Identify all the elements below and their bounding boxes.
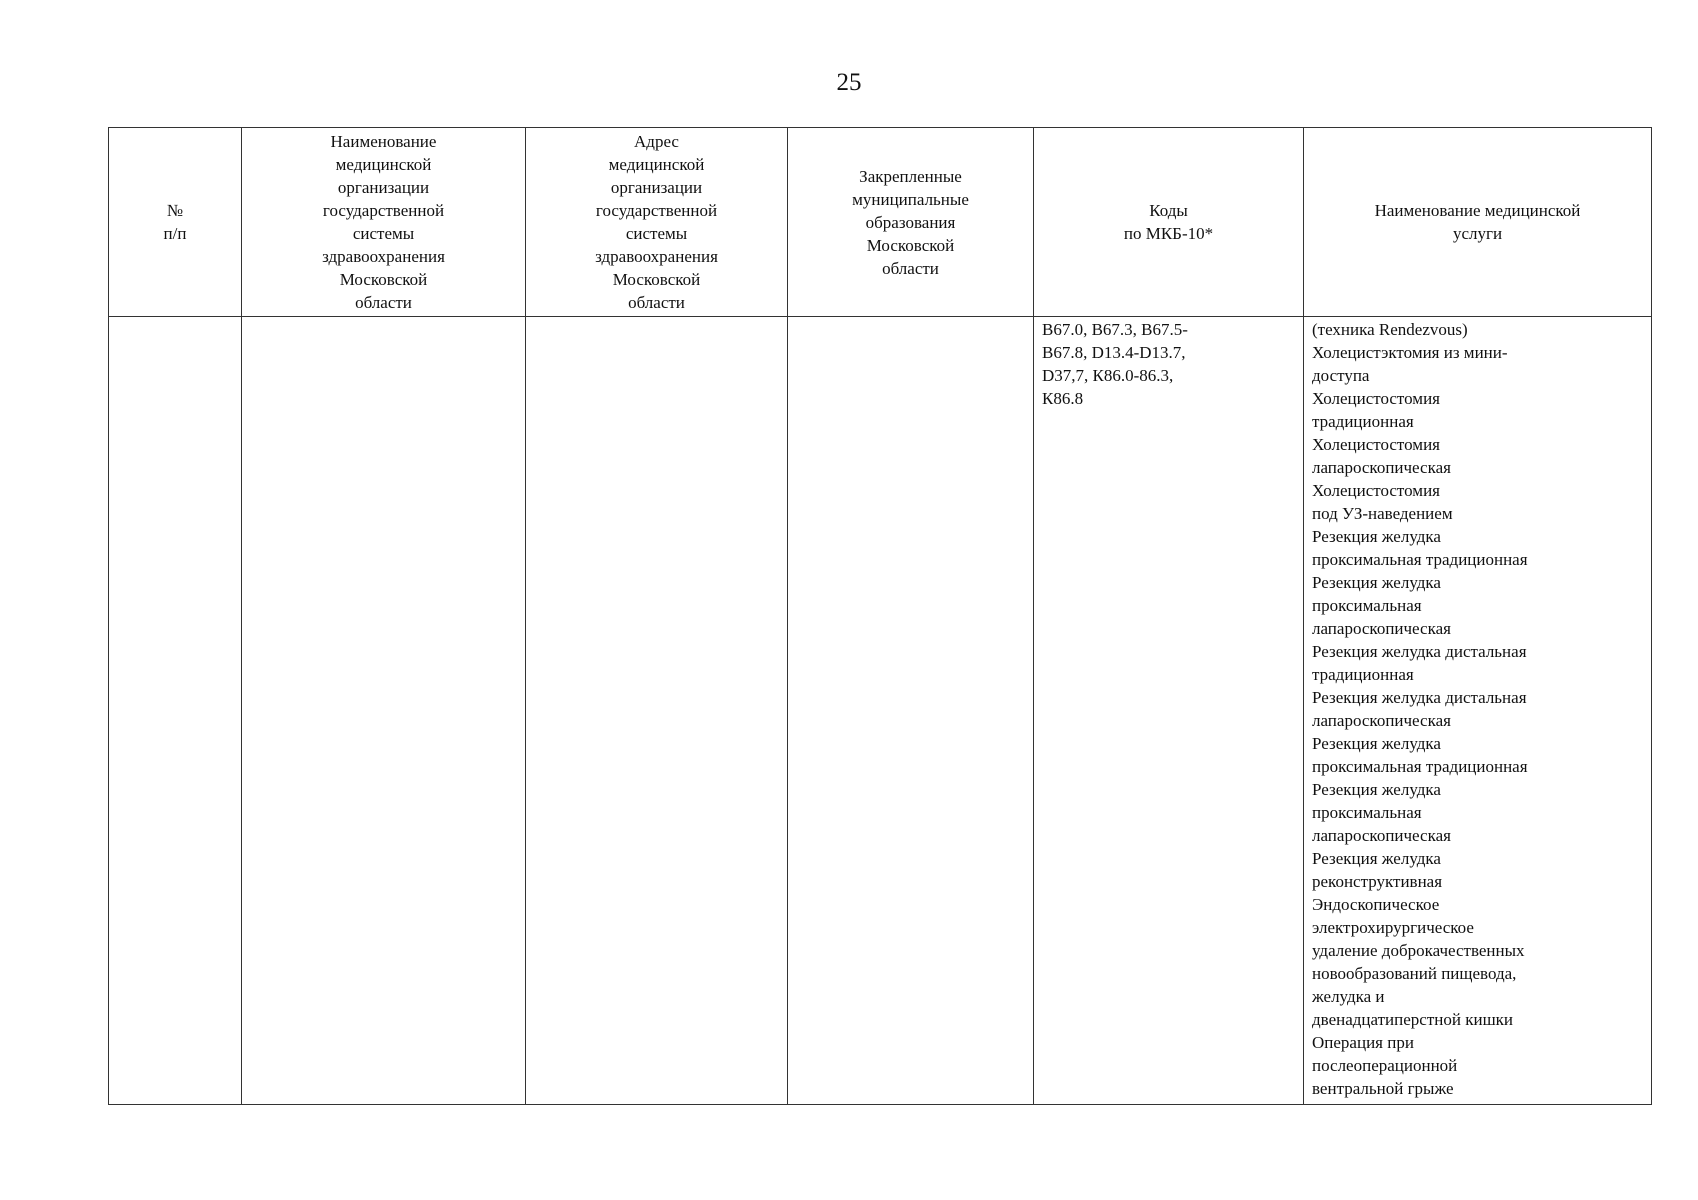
cell-municipalities (788, 317, 1034, 1105)
cell-number (109, 317, 242, 1105)
services-table (108, 127, 1652, 1105)
cell-organization (242, 317, 526, 1105)
header-address: Адрес медицинской организации государственной системы здравоохранения Московской области (526, 128, 788, 317)
header-municipalities: Закрепленные муниципальные образования Московской области (788, 128, 1034, 317)
header-services: Наименование медицинской услуги (1304, 128, 1652, 317)
header-codes: Коды по МКБ-10* (1034, 128, 1304, 317)
table-header-row (109, 128, 1652, 317)
header-organization: Наименование медицинской организации государственной системы здравоохранения Московской области (242, 128, 526, 317)
cell-codes: В67.0, В67.3, В67.5- В67.8, D13.4-D13.7, D37,7, К86.0-86.3, К86.8 (1034, 317, 1304, 1105)
page-number: 25 (836, 69, 862, 96)
cell-address (526, 317, 788, 1105)
header-number: № п/п (109, 128, 242, 317)
cell-services: (техника Rendezvous) Холецистэктомия из мини- доступа Холецистостомия традиционная Холецистостомия лапароскопическая Холецистостомия под УЗ-наведением Резекция желудка проксимальная традиционная Резекция желудка проксимальная лапароскопическая Резекция желудка дистальная традиционная Резекция желудка дистальная лапароскопическая Резекция желудка проксимальная традиционная Резекция желудка проксимальная лапароскопическая Резекция желудка реконструктивная Эндоскопическое электрохирургическое удаление доброкачественных новообразований пищевода, желудка и двенадцатиперстной кишки Операция при послеоперационной вентральной грыже (1304, 317, 1652, 1105)
table-row (109, 317, 1652, 1105)
